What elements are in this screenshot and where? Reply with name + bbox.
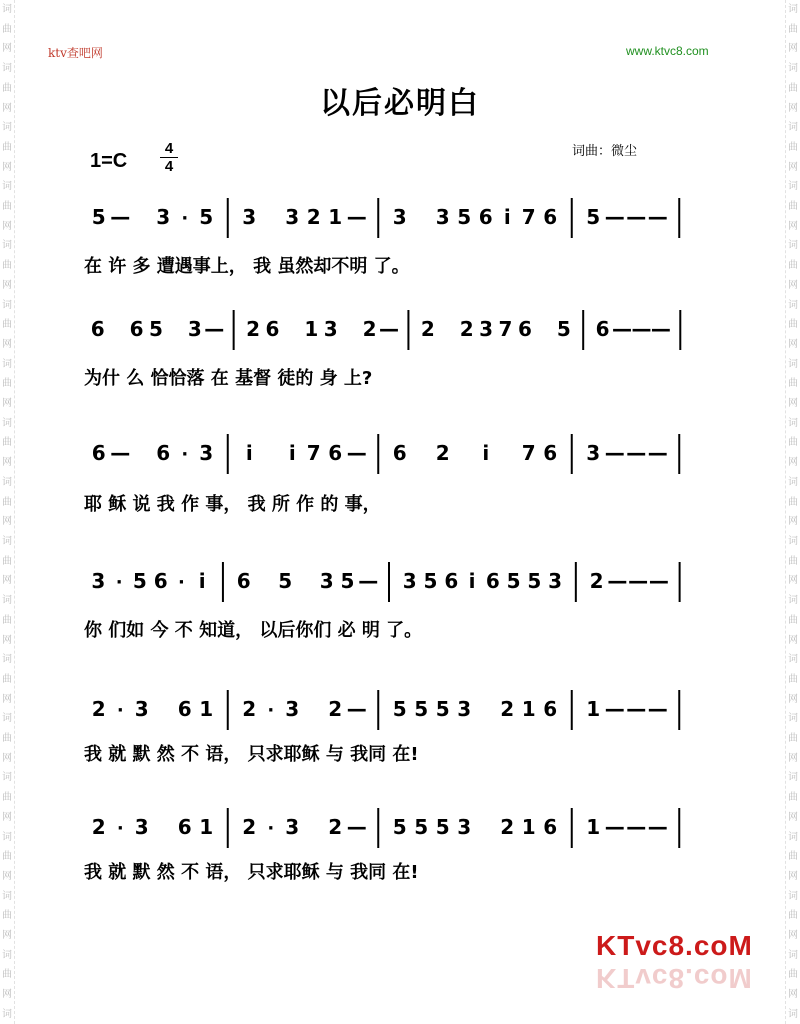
- note-glyph: 1: [199, 697, 214, 721]
- sustain-dash: —: [604, 697, 625, 721]
- note-glyph: 5: [414, 815, 429, 839]
- note-glyph: 2: [459, 317, 474, 341]
- lyric-line-2: 为什 么 恰恰落 在 基督 徒的 身 上?: [84, 368, 373, 389]
- sustain-dash: —: [358, 569, 379, 593]
- watermark-strip-right: 词 曲 网 词 曲 网 词 曲 网 词 曲 网 词 曲 网 词 曲 网 词 曲 网 词 曲 网 词 曲 网 词 曲 网 词 曲 网 词 曲 网 词 曲 网 词 曲 网 词 曲 网 词 曲 网 词 曲 网 词: [785, 0, 800, 1024]
- note-glyph: 6: [392, 441, 407, 465]
- note-glyph: 3: [457, 815, 472, 839]
- sustain-dash: —: [647, 697, 668, 721]
- sustain-dash: —: [626, 205, 647, 229]
- sustain-dash: —: [604, 441, 625, 465]
- note-glyph: 3: [548, 569, 563, 593]
- note-glyph: 3: [91, 569, 106, 593]
- note-glyph: 6: [543, 205, 558, 229]
- sustain-dash: —: [626, 815, 647, 839]
- song-title: 以后必明白: [320, 86, 480, 121]
- note-glyph: 3: [134, 697, 149, 721]
- note-glyph: 6: [236, 569, 251, 593]
- sustain-dash: —: [648, 569, 669, 593]
- note-glyph: 7: [498, 317, 513, 341]
- lyric-line-3: 耶 稣 说 我 作 事， 我 所 作 的 事，: [84, 494, 381, 515]
- note-glyph: 7: [306, 441, 321, 465]
- note-glyph: 3: [285, 697, 300, 721]
- sustain-dash: —: [607, 569, 628, 593]
- note-glyph: 3: [199, 441, 214, 465]
- note-glyph: 5: [435, 697, 450, 721]
- note-glyph: ·: [116, 700, 124, 721]
- sustain-dash: —: [626, 441, 647, 465]
- note-glyph: 6: [91, 441, 106, 465]
- note-glyph: 3: [242, 205, 257, 229]
- note-glyph: 6: [543, 815, 558, 839]
- sustain-dash: —: [379, 317, 399, 341]
- note-glyph: i: [503, 205, 511, 229]
- note-glyph: 5: [392, 697, 407, 721]
- note-glyph: 6: [177, 815, 192, 839]
- note-glyph: 6: [543, 697, 558, 721]
- note-glyph: 1: [586, 815, 601, 839]
- note-glyph: 6: [153, 569, 168, 593]
- note-glyph: 1: [304, 317, 319, 341]
- note-glyph: 2: [420, 317, 435, 341]
- note-glyph: 1: [521, 815, 536, 839]
- note-glyph: 2: [362, 317, 377, 341]
- sustain-dash: —: [647, 441, 668, 465]
- note-glyph: ·: [181, 208, 189, 229]
- note-glyph: i: [245, 441, 253, 465]
- note-glyph: 6: [177, 697, 192, 721]
- lyric-line-5: 我 就 默 然 不 语， 只求耶稣 与 我同 在!: [84, 744, 419, 765]
- note-glyph: 5: [149, 317, 163, 341]
- note-glyph: 5: [506, 569, 521, 593]
- sustain-dash: —: [628, 569, 649, 593]
- sustain-dash: —: [604, 205, 625, 229]
- time-signature-top: 4: [160, 140, 178, 158]
- note-glyph: 2: [500, 697, 515, 721]
- note-glyph: i: [468, 569, 476, 593]
- sustain-dash: —: [631, 317, 652, 341]
- note-glyph: 3: [319, 569, 334, 593]
- note-glyph: 1: [328, 205, 343, 229]
- note-glyph: 5: [392, 815, 407, 839]
- note-glyph: 5: [132, 569, 147, 593]
- note-glyph: 5: [527, 569, 542, 593]
- note-glyph: 2: [435, 441, 450, 465]
- time-signature-bottom: 4: [164, 158, 174, 175]
- sustain-dash: —: [110, 441, 131, 465]
- note-glyph: 6: [129, 317, 144, 341]
- note-glyph: 6: [156, 441, 171, 465]
- site-logo: KTvc8.coM: [596, 930, 753, 961]
- note-glyph: 5: [414, 697, 429, 721]
- note-glyph: 3: [586, 441, 601, 465]
- brand-label-left: ktv查吧网: [48, 46, 103, 60]
- note-glyph: 6: [543, 441, 558, 465]
- sustain-dash: —: [604, 815, 625, 839]
- sustain-dash: —: [346, 697, 367, 721]
- note-glyph: 6: [90, 317, 105, 341]
- sustain-dash: —: [626, 697, 647, 721]
- note-glyph: 1: [521, 697, 536, 721]
- note-glyph: 5: [91, 205, 106, 229]
- note-glyph: 3: [285, 815, 300, 839]
- lyric-line-6: 我 就 默 然 不 语， 只求耶稣 与 我同 在!: [84, 862, 419, 883]
- note-glyph: 2: [242, 697, 257, 721]
- sustain-dash: —: [650, 317, 671, 341]
- note-glyph: 5: [457, 205, 472, 229]
- note-glyph: 3: [402, 569, 417, 593]
- note-glyph: 5: [340, 569, 355, 593]
- note-glyph: 3: [457, 697, 472, 721]
- note-glyph: 3: [323, 317, 338, 341]
- note-glyph: 3: [285, 205, 300, 229]
- note-glyph: i: [198, 569, 206, 593]
- note-glyph: 2: [328, 697, 343, 721]
- watermark-strip-left: 词 曲 网 词 曲 网 词 曲 网 词 曲 网 词 曲 网 词 曲 网 词 曲 网 词 曲 网 词 曲 网 词 曲 网 词 曲 网 词 曲 网 词 曲 网 词 曲 网 词 曲 网 词 曲 网 词 曲 网 词: [0, 0, 15, 1024]
- note-glyph: 3: [134, 815, 149, 839]
- note-glyph: 2: [91, 697, 106, 721]
- note-glyph: 6: [265, 317, 280, 341]
- note-glyph: ·: [116, 818, 124, 839]
- note-glyph: 6: [485, 569, 500, 593]
- brand-url-right: www.ktvc8.com: [626, 44, 709, 58]
- sustain-dash: —: [647, 815, 668, 839]
- note-glyph: 5: [586, 205, 601, 229]
- note-glyph: ·: [181, 444, 189, 465]
- credit-line: 词曲：微尘: [572, 144, 638, 159]
- sustain-dash: —: [647, 205, 668, 229]
- note-glyph: 5: [423, 569, 438, 593]
- note-glyph: i: [288, 441, 296, 465]
- note-glyph: ·: [115, 572, 123, 593]
- note-glyph: 1: [199, 815, 214, 839]
- note-glyph: 5: [556, 317, 571, 341]
- sustain-dash: —: [204, 317, 225, 341]
- note-glyph: 5: [278, 569, 293, 593]
- sustain-dash: —: [346, 441, 367, 465]
- note-glyph: 3: [156, 205, 171, 229]
- note-glyph: i: [482, 441, 490, 465]
- note-glyph: 3: [392, 205, 407, 229]
- note-glyph: 7: [521, 205, 536, 229]
- note-glyph: 2: [246, 317, 261, 341]
- note-glyph: 6: [478, 205, 493, 229]
- lyric-line-4: 你 们如 今 不 知道， 以后你们 必 明 了。: [84, 620, 423, 641]
- lyric-line-1: 在 许 多 遭遇事上， 我 虽然却不明 了。: [84, 256, 410, 277]
- sustain-dash: —: [612, 317, 633, 341]
- note-glyph: 6: [517, 317, 532, 341]
- key-signature: 1=C: [90, 150, 128, 172]
- note-glyph: 3: [479, 317, 494, 341]
- note-glyph: 6: [328, 441, 343, 465]
- note-glyph: 6: [595, 317, 610, 341]
- note-glyph: 2: [91, 815, 106, 839]
- note-glyph: 6: [444, 569, 459, 593]
- note-glyph: ·: [177, 572, 185, 593]
- note-glyph: 2: [242, 815, 257, 839]
- note-glyph: 2: [328, 815, 343, 839]
- note-glyph: 1: [586, 697, 601, 721]
- sustain-dash: —: [346, 815, 367, 839]
- site-logo-reflection: KTvc8.coM: [596, 963, 753, 994]
- sustain-dash: —: [110, 205, 131, 229]
- note-glyph: ·: [267, 818, 275, 839]
- note-glyph: 3: [187, 317, 202, 341]
- note-glyph: ·: [267, 700, 275, 721]
- note-glyph: 2: [500, 815, 515, 839]
- note-glyph: 2: [306, 205, 321, 229]
- note-glyph: 3: [435, 205, 450, 229]
- note-glyph: 5: [435, 815, 450, 839]
- note-glyph: 7: [521, 441, 536, 465]
- note-glyph: 2: [589, 569, 604, 593]
- sustain-dash: —: [346, 205, 367, 229]
- note-glyph: 5: [199, 205, 214, 229]
